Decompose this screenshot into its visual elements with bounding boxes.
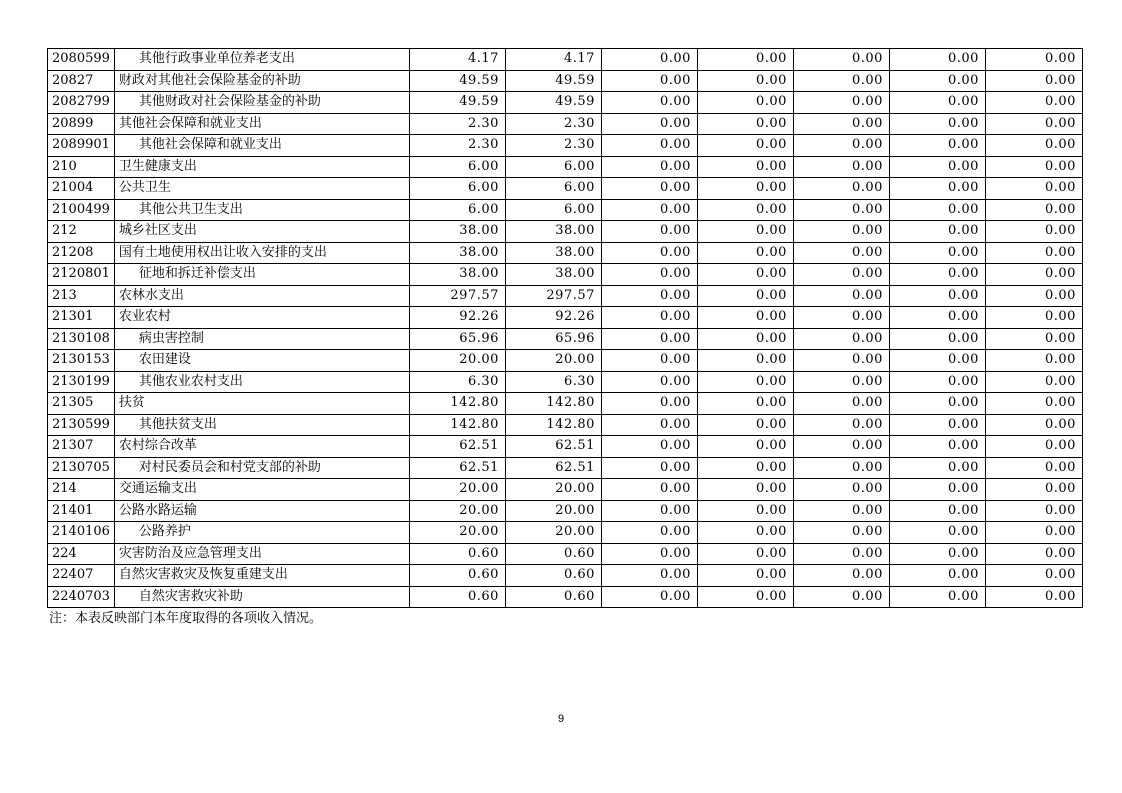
table-row bbox=[48, 371, 1083, 393]
row-value: 0.00 bbox=[601, 221, 697, 243]
row-value: 0.00 bbox=[697, 92, 793, 114]
row-name: 公共卫生 bbox=[114, 178, 409, 200]
row-value: 0.00 bbox=[697, 113, 793, 135]
row-value: 0.00 bbox=[889, 135, 985, 157]
row-value: 0.00 bbox=[697, 586, 793, 608]
row-value: 0.00 bbox=[601, 543, 697, 565]
page-number: 9 bbox=[557, 713, 565, 725]
row-value: 0.00 bbox=[985, 436, 1082, 458]
row-value: 0.00 bbox=[889, 113, 985, 135]
row-value: 92.26 bbox=[409, 307, 505, 329]
row-code: 2240703 bbox=[48, 586, 115, 608]
row-name: 其他行政事业单位养老支出 bbox=[114, 49, 409, 71]
row-value: 0.00 bbox=[889, 199, 985, 221]
row-code: 2130599 bbox=[48, 414, 115, 436]
row-value: 0.00 bbox=[793, 393, 889, 415]
row-code: 210 bbox=[48, 156, 115, 178]
row-value: 0.00 bbox=[793, 285, 889, 307]
table-row bbox=[48, 199, 1083, 221]
row-value: 49.59 bbox=[409, 70, 505, 92]
row-code: 2082799 bbox=[48, 92, 115, 114]
table-row bbox=[48, 500, 1083, 522]
row-value: 0.00 bbox=[889, 414, 985, 436]
row-value: 0.00 bbox=[697, 199, 793, 221]
row-value: 4.17 bbox=[409, 49, 505, 71]
row-value: 4.17 bbox=[505, 49, 601, 71]
row-code: 20827 bbox=[48, 70, 115, 92]
row-value: 0.00 bbox=[985, 350, 1082, 372]
row-name: 征地和拆迁补偿支出 bbox=[114, 264, 409, 286]
row-value: 6.00 bbox=[505, 156, 601, 178]
row-value: 0.00 bbox=[985, 522, 1082, 544]
row-value: 6.30 bbox=[505, 371, 601, 393]
row-name: 农业农村 bbox=[114, 307, 409, 329]
row-value: 0.00 bbox=[601, 285, 697, 307]
row-value: 49.59 bbox=[409, 92, 505, 114]
row-value: 0.00 bbox=[889, 371, 985, 393]
row-value: 20.00 bbox=[409, 500, 505, 522]
row-value: 0.00 bbox=[697, 135, 793, 157]
row-value: 0.00 bbox=[889, 393, 985, 415]
row-name: 农田建设 bbox=[114, 350, 409, 372]
row-value: 0.00 bbox=[601, 414, 697, 436]
row-code: 2120801 bbox=[48, 264, 115, 286]
row-value: 0.00 bbox=[889, 178, 985, 200]
row-code: 21004 bbox=[48, 178, 115, 200]
table-row bbox=[48, 307, 1083, 329]
row-value: 20.00 bbox=[505, 500, 601, 522]
row-code: 20899 bbox=[48, 113, 115, 135]
row-value: 297.57 bbox=[409, 285, 505, 307]
row-value: 0.00 bbox=[697, 565, 793, 587]
table-row bbox=[48, 70, 1083, 92]
row-name: 其他公共卫生支出 bbox=[114, 199, 409, 221]
row-value: 0.00 bbox=[889, 242, 985, 264]
table-row bbox=[48, 113, 1083, 135]
row-value: 0.00 bbox=[697, 242, 793, 264]
row-code: 22407 bbox=[48, 565, 115, 587]
row-value: 2.30 bbox=[409, 135, 505, 157]
row-name: 农林水支出 bbox=[114, 285, 409, 307]
row-value: 0.00 bbox=[793, 156, 889, 178]
row-value: 0.00 bbox=[697, 543, 793, 565]
row-value: 0.00 bbox=[985, 457, 1082, 479]
row-value: 0.00 bbox=[697, 70, 793, 92]
row-value: 0.00 bbox=[697, 436, 793, 458]
row-value: 0.00 bbox=[889, 307, 985, 329]
row-value: 0.00 bbox=[697, 500, 793, 522]
row-value: 6.00 bbox=[409, 156, 505, 178]
row-value: 0.00 bbox=[601, 350, 697, 372]
row-value: 0.00 bbox=[601, 242, 697, 264]
row-value: 62.51 bbox=[409, 436, 505, 458]
row-value: 0.00 bbox=[889, 436, 985, 458]
table-row bbox=[48, 586, 1083, 608]
table-row bbox=[48, 156, 1083, 178]
row-value: 0.00 bbox=[697, 350, 793, 372]
row-name: 国有土地使用权出让收入安排的支出 bbox=[114, 242, 409, 264]
table-row bbox=[48, 135, 1083, 157]
row-value: 0.00 bbox=[985, 264, 1082, 286]
table-row bbox=[48, 285, 1083, 307]
row-name: 其他社会保障和就业支出 bbox=[114, 113, 409, 135]
row-value: 0.00 bbox=[985, 242, 1082, 264]
row-value: 6.30 bbox=[409, 371, 505, 393]
row-value: 0.00 bbox=[793, 500, 889, 522]
row-value: 0.00 bbox=[697, 264, 793, 286]
row-value: 0.00 bbox=[985, 199, 1082, 221]
row-value: 0.00 bbox=[985, 586, 1082, 608]
row-value: 0.00 bbox=[889, 350, 985, 372]
row-value: 0.00 bbox=[697, 307, 793, 329]
row-name: 财政对其他社会保险基金的补助 bbox=[114, 70, 409, 92]
row-value: 62.51 bbox=[505, 436, 601, 458]
row-value: 0.00 bbox=[985, 92, 1082, 114]
row-value: 65.96 bbox=[505, 328, 601, 350]
row-value: 0.00 bbox=[889, 221, 985, 243]
row-value: 0.00 bbox=[601, 135, 697, 157]
row-name: 公路水路运输 bbox=[114, 500, 409, 522]
table-row bbox=[48, 92, 1083, 114]
table-row bbox=[48, 565, 1083, 587]
table-row bbox=[48, 178, 1083, 200]
row-value: 20.00 bbox=[409, 350, 505, 372]
row-value: 20.00 bbox=[505, 479, 601, 501]
row-code: 2130108 bbox=[48, 328, 115, 350]
row-value: 0.00 bbox=[793, 565, 889, 587]
table-row bbox=[48, 457, 1083, 479]
row-code: 224 bbox=[48, 543, 115, 565]
row-value: 0.60 bbox=[505, 565, 601, 587]
row-value: 0.00 bbox=[985, 328, 1082, 350]
row-value: 0.00 bbox=[985, 414, 1082, 436]
row-value: 0.60 bbox=[409, 543, 505, 565]
row-value: 0.00 bbox=[985, 49, 1082, 71]
row-value: 0.60 bbox=[409, 565, 505, 587]
table-row bbox=[48, 522, 1083, 544]
row-value: 0.00 bbox=[697, 457, 793, 479]
row-value: 0.00 bbox=[697, 156, 793, 178]
row-name: 对村民委员会和村党支部的补助 bbox=[114, 457, 409, 479]
row-value: 0.00 bbox=[889, 70, 985, 92]
row-value: 0.00 bbox=[985, 156, 1082, 178]
row-value: 0.00 bbox=[601, 199, 697, 221]
row-value: 20.00 bbox=[409, 522, 505, 544]
row-code: 21307 bbox=[48, 436, 115, 458]
row-value: 142.80 bbox=[505, 393, 601, 415]
row-value: 142.80 bbox=[409, 414, 505, 436]
row-value: 0.00 bbox=[889, 543, 985, 565]
row-value: 142.80 bbox=[505, 414, 601, 436]
row-code: 212 bbox=[48, 221, 115, 243]
table-row bbox=[48, 350, 1083, 372]
row-value: 62.51 bbox=[409, 457, 505, 479]
row-value: 6.00 bbox=[409, 178, 505, 200]
row-value: 0.00 bbox=[697, 221, 793, 243]
row-value: 0.00 bbox=[793, 307, 889, 329]
table-row bbox=[48, 221, 1083, 243]
row-value: 0.00 bbox=[793, 543, 889, 565]
row-value: 0.00 bbox=[793, 371, 889, 393]
row-value: 0.00 bbox=[985, 221, 1082, 243]
table-row bbox=[48, 264, 1083, 286]
row-value: 0.60 bbox=[409, 586, 505, 608]
row-value: 297.57 bbox=[505, 285, 601, 307]
row-value: 49.59 bbox=[505, 70, 601, 92]
row-code: 2140106 bbox=[48, 522, 115, 544]
table-row bbox=[48, 436, 1083, 458]
row-value: 0.00 bbox=[601, 92, 697, 114]
row-value: 0.00 bbox=[697, 285, 793, 307]
row-value: 38.00 bbox=[505, 242, 601, 264]
table-row bbox=[48, 479, 1083, 501]
row-code: 2080599 bbox=[48, 49, 115, 71]
row-value: 6.00 bbox=[505, 199, 601, 221]
row-name: 自然灾害救灾及恢复重建支出 bbox=[114, 565, 409, 587]
row-value: 0.00 bbox=[985, 393, 1082, 415]
row-name: 扶贫 bbox=[114, 393, 409, 415]
row-value: 0.00 bbox=[889, 328, 985, 350]
row-name: 城乡社区支出 bbox=[114, 221, 409, 243]
row-value: 0.00 bbox=[601, 500, 697, 522]
row-code: 2130199 bbox=[48, 371, 115, 393]
row-value: 0.00 bbox=[601, 479, 697, 501]
row-value: 0.00 bbox=[985, 371, 1082, 393]
row-code: 21301 bbox=[48, 307, 115, 329]
row-value: 0.00 bbox=[985, 500, 1082, 522]
row-value: 2.30 bbox=[505, 135, 601, 157]
row-value: 2.30 bbox=[505, 113, 601, 135]
row-value: 0.00 bbox=[889, 92, 985, 114]
row-value: 0.00 bbox=[601, 307, 697, 329]
row-name: 灾害防治及应急管理支出 bbox=[114, 543, 409, 565]
row-code: 21208 bbox=[48, 242, 115, 264]
row-value: 0.00 bbox=[697, 49, 793, 71]
table-row bbox=[48, 242, 1083, 264]
row-value: 0.00 bbox=[601, 436, 697, 458]
row-name: 自然灾害救灾补助 bbox=[114, 586, 409, 608]
row-name: 病虫害控制 bbox=[114, 328, 409, 350]
row-value: 20.00 bbox=[505, 522, 601, 544]
row-value: 0.00 bbox=[889, 285, 985, 307]
row-value: 0.00 bbox=[793, 586, 889, 608]
row-name: 卫生健康支出 bbox=[114, 156, 409, 178]
table-row bbox=[48, 543, 1083, 565]
row-value: 65.96 bbox=[409, 328, 505, 350]
row-value: 0.00 bbox=[697, 328, 793, 350]
row-value: 38.00 bbox=[409, 221, 505, 243]
row-value: 0.00 bbox=[793, 479, 889, 501]
row-value: 0.00 bbox=[793, 135, 889, 157]
row-name: 其他财政对社会保险基金的补助 bbox=[114, 92, 409, 114]
row-value: 0.00 bbox=[793, 92, 889, 114]
row-value: 0.00 bbox=[889, 49, 985, 71]
row-value: 0.00 bbox=[889, 565, 985, 587]
row-value: 0.00 bbox=[697, 414, 793, 436]
row-code: 214 bbox=[48, 479, 115, 501]
row-value: 0.00 bbox=[793, 436, 889, 458]
row-value: 0.00 bbox=[601, 70, 697, 92]
row-value: 0.00 bbox=[889, 522, 985, 544]
row-value: 0.00 bbox=[793, 350, 889, 372]
row-value: 0.00 bbox=[601, 328, 697, 350]
budget-table bbox=[47, 48, 1083, 608]
table-row bbox=[48, 414, 1083, 436]
row-value: 0.00 bbox=[793, 457, 889, 479]
row-value: 0.00 bbox=[985, 135, 1082, 157]
row-value: 0.00 bbox=[793, 414, 889, 436]
row-name: 公路养护 bbox=[114, 522, 409, 544]
row-value: 0.00 bbox=[697, 393, 793, 415]
row-code: 2130153 bbox=[48, 350, 115, 372]
table-row bbox=[48, 49, 1083, 71]
row-name: 交通运输支出 bbox=[114, 479, 409, 501]
row-value: 0.00 bbox=[793, 242, 889, 264]
row-code: 2089901 bbox=[48, 135, 115, 157]
row-value: 0.00 bbox=[985, 178, 1082, 200]
row-value: 38.00 bbox=[409, 242, 505, 264]
row-value: 0.00 bbox=[697, 178, 793, 200]
row-value: 20.00 bbox=[409, 479, 505, 501]
row-value: 0.00 bbox=[601, 264, 697, 286]
row-value: 0.00 bbox=[889, 479, 985, 501]
row-value: 142.80 bbox=[409, 393, 505, 415]
row-value: 0.00 bbox=[601, 565, 697, 587]
row-value: 38.00 bbox=[505, 264, 601, 286]
row-value: 0.00 bbox=[889, 156, 985, 178]
table-body bbox=[48, 49, 1083, 608]
row-value: 0.00 bbox=[793, 221, 889, 243]
row-value: 0.00 bbox=[985, 70, 1082, 92]
row-value: 0.00 bbox=[697, 479, 793, 501]
row-code: 21305 bbox=[48, 393, 115, 415]
row-value: 20.00 bbox=[505, 350, 601, 372]
row-code: 2100499 bbox=[48, 199, 115, 221]
row-value: 38.00 bbox=[409, 264, 505, 286]
row-value: 0.00 bbox=[889, 457, 985, 479]
row-code: 21401 bbox=[48, 500, 115, 522]
row-value: 0.00 bbox=[601, 49, 697, 71]
row-value: 0.00 bbox=[601, 522, 697, 544]
row-value: 0.00 bbox=[985, 543, 1082, 565]
row-value: 0.00 bbox=[793, 264, 889, 286]
row-value: 0.00 bbox=[601, 393, 697, 415]
row-value: 49.59 bbox=[505, 92, 601, 114]
row-value: 0.00 bbox=[985, 479, 1082, 501]
row-value: 0.00 bbox=[985, 113, 1082, 135]
row-value: 6.00 bbox=[505, 178, 601, 200]
row-value: 0.00 bbox=[985, 285, 1082, 307]
row-value: 0.00 bbox=[793, 328, 889, 350]
row-value: 0.00 bbox=[889, 500, 985, 522]
row-value: 92.26 bbox=[505, 307, 601, 329]
row-value: 0.00 bbox=[601, 371, 697, 393]
row-value: 0.00 bbox=[697, 371, 793, 393]
row-value: 0.00 bbox=[793, 70, 889, 92]
row-value: 0.00 bbox=[793, 113, 889, 135]
row-value: 6.00 bbox=[409, 199, 505, 221]
row-code: 2130705 bbox=[48, 457, 115, 479]
row-value: 0.00 bbox=[889, 586, 985, 608]
row-value: 0.00 bbox=[793, 199, 889, 221]
row-value: 0.00 bbox=[889, 264, 985, 286]
row-value: 0.60 bbox=[505, 586, 601, 608]
row-value: 0.00 bbox=[985, 565, 1082, 587]
row-value: 0.00 bbox=[601, 113, 697, 135]
row-value: 0.00 bbox=[601, 586, 697, 608]
table-row bbox=[48, 393, 1083, 415]
table-row bbox=[48, 328, 1083, 350]
table-note: 注：本表反映部门本年度取得的各项收入情况。 bbox=[49, 611, 323, 626]
row-name: 其他农业农村支出 bbox=[114, 371, 409, 393]
row-value: 62.51 bbox=[505, 457, 601, 479]
row-value: 0.00 bbox=[985, 307, 1082, 329]
row-value: 0.00 bbox=[601, 457, 697, 479]
row-name: 其他社会保障和就业支出 bbox=[114, 135, 409, 157]
row-value: 0.00 bbox=[601, 178, 697, 200]
row-value: 2.30 bbox=[409, 113, 505, 135]
row-value: 0.00 bbox=[793, 522, 889, 544]
row-value: 0.00 bbox=[793, 49, 889, 71]
row-name: 农村综合改革 bbox=[114, 436, 409, 458]
row-value: 0.00 bbox=[601, 156, 697, 178]
row-name: 其他扶贫支出 bbox=[114, 414, 409, 436]
row-value: 0.60 bbox=[505, 543, 601, 565]
row-value: 0.00 bbox=[793, 178, 889, 200]
row-value: 38.00 bbox=[505, 221, 601, 243]
row-value: 0.00 bbox=[697, 522, 793, 544]
row-code: 213 bbox=[48, 285, 115, 307]
